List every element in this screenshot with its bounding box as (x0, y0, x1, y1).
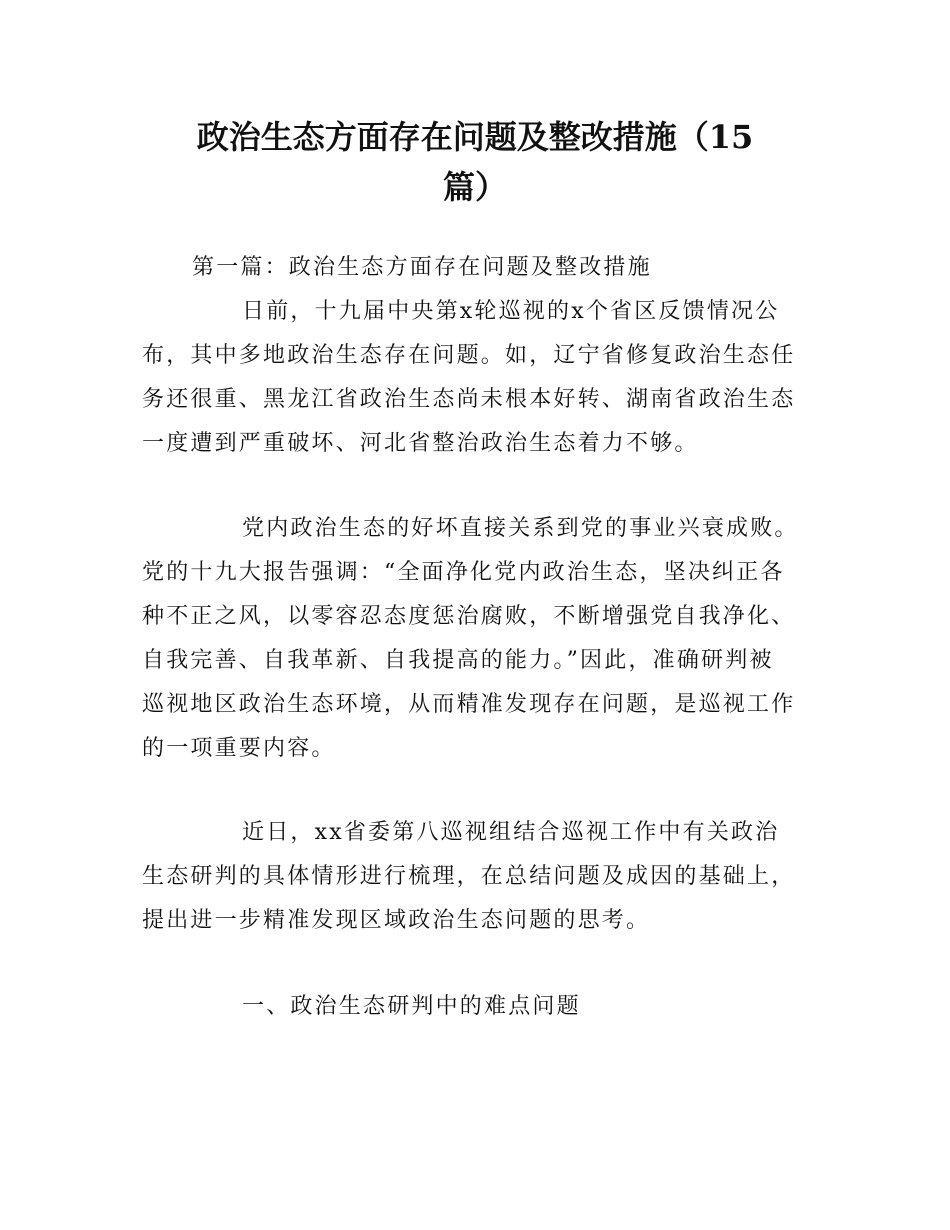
text-line: 提出进一步精准发现区域政治生态问题的思考。 (142, 908, 651, 933)
text-line: 自我完善、自我革新、自我提高的能力。”因此，准确研判被 (142, 648, 774, 673)
text-line: 近日，xx省委第八巡视组结合巡视工作中有关政治 (242, 820, 780, 845)
text-line: 布，其中多地政治生态存在问题。如，辽宁省修复政治生态任 (142, 343, 796, 368)
text-line: 一、政治生态研判中的难点问题 (242, 994, 581, 1019)
paragraph-1 (142, 290, 812, 466)
text-line: 的一项重要内容。 (142, 736, 336, 761)
text-line: 务还很重、黑龙江省政治生态尚未根本好转、湖南省政治生态 (142, 387, 796, 412)
text-line: 党内政治生态的好坏直接关系到党的事业兴衰成败。 (242, 516, 799, 541)
paragraph-2 (142, 507, 812, 771)
text-line: 种不正之风，以零容忍态度惩治腐败，不断增强党自我净化、 (142, 604, 796, 629)
text-line: 一度遭到严重破坏、河北省整治政治生态着力不够。 (142, 431, 699, 456)
title-line-1: 政治生态方面存在问题及整改措施（15 (196, 118, 754, 156)
paragraph-3 (142, 811, 812, 943)
document-title (140, 112, 810, 212)
section-heading-1 (142, 985, 812, 1029)
section-heading-first (142, 246, 812, 290)
text-line: 巡视地区政治生态环境，从而精准发现存在问题，是巡视工作 (142, 692, 796, 717)
title-line-2: 篇） (442, 168, 507, 206)
text-line: 党的十九大报告强调：“全面净化党内政治生态，坚决纠正各 (142, 560, 785, 585)
text-line: 日前，十九届中央第x轮巡视的x个省区反馈情况公 (242, 299, 780, 324)
text-line: 第一篇：政治生态方面存在问题及整改措施 (192, 255, 652, 280)
text-line: 生态研判的具体情形进行梳理，在总结问题及成因的基础上， (142, 864, 796, 889)
